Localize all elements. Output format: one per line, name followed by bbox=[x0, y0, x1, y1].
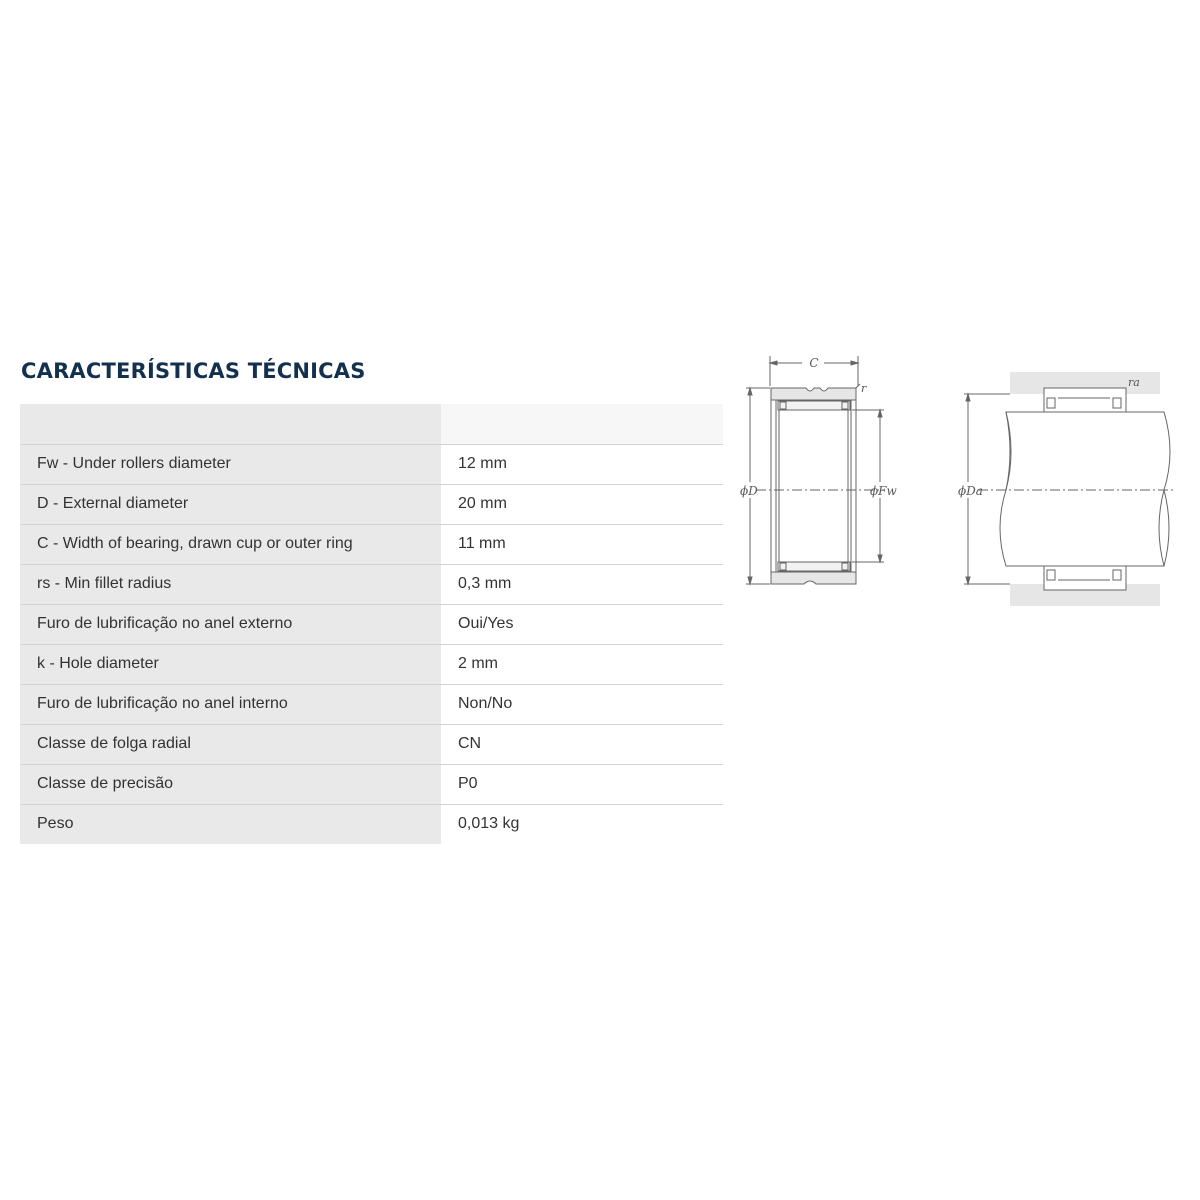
header-label-cell bbox=[20, 404, 441, 444]
bearing-section-drawing bbox=[734, 352, 906, 602]
spec-value: 0,013 kg bbox=[441, 804, 723, 844]
header-value-cell bbox=[441, 404, 723, 444]
spec-label: Peso bbox=[20, 804, 441, 844]
specs-table bbox=[20, 404, 723, 844]
spec-value: Non/No bbox=[441, 684, 723, 724]
under-roller-diameter-label: ϕFw bbox=[870, 484, 897, 498]
spec-row bbox=[20, 444, 723, 484]
spec-row bbox=[20, 484, 723, 524]
spec-label: C - Width of bearing, drawn cup or outer ring bbox=[20, 524, 441, 564]
spec-value: CN bbox=[441, 724, 723, 764]
spec-row bbox=[20, 564, 723, 604]
width-label: C bbox=[809, 356, 819, 370]
spec-value: P0 bbox=[441, 764, 723, 804]
spec-value: 0,3 mm bbox=[441, 564, 723, 604]
spec-row bbox=[20, 724, 723, 764]
section-title: CARACTERÍSTICAS TÉCNICAS bbox=[21, 359, 366, 383]
specs-header-row bbox=[20, 404, 723, 444]
spec-value: 20 mm bbox=[441, 484, 723, 524]
housing-diameter-label: ϕDa bbox=[958, 484, 983, 498]
spec-label: rs - Min fillet radius bbox=[20, 564, 441, 604]
mounting-drawing bbox=[954, 352, 1180, 612]
spec-label: Furo de lubrificação no anel externo bbox=[20, 604, 441, 644]
spec-row bbox=[20, 804, 723, 844]
radius-label: r bbox=[861, 382, 867, 395]
outer-diameter-label: ϕD bbox=[740, 484, 758, 498]
fillet-radius-label: ra bbox=[1128, 376, 1140, 389]
spec-row bbox=[20, 604, 723, 644]
spec-row bbox=[20, 684, 723, 724]
spec-row bbox=[20, 764, 723, 804]
spec-label: k - Hole diameter bbox=[20, 644, 441, 684]
spec-value: 11 mm bbox=[441, 524, 723, 564]
spec-row bbox=[20, 644, 723, 684]
spec-label: Classe de precisão bbox=[20, 764, 441, 804]
spec-value: 2 mm bbox=[441, 644, 723, 684]
spec-value: 12 mm bbox=[441, 444, 723, 484]
spec-label: Classe de folga radial bbox=[20, 724, 441, 764]
spec-label: Furo de lubrificação no anel interno bbox=[20, 684, 441, 724]
spec-row bbox=[20, 524, 723, 564]
spec-value: Oui/Yes bbox=[441, 604, 723, 644]
spec-label: D - External diameter bbox=[20, 484, 441, 524]
spec-label: Fw - Under rollers diameter bbox=[20, 444, 441, 484]
